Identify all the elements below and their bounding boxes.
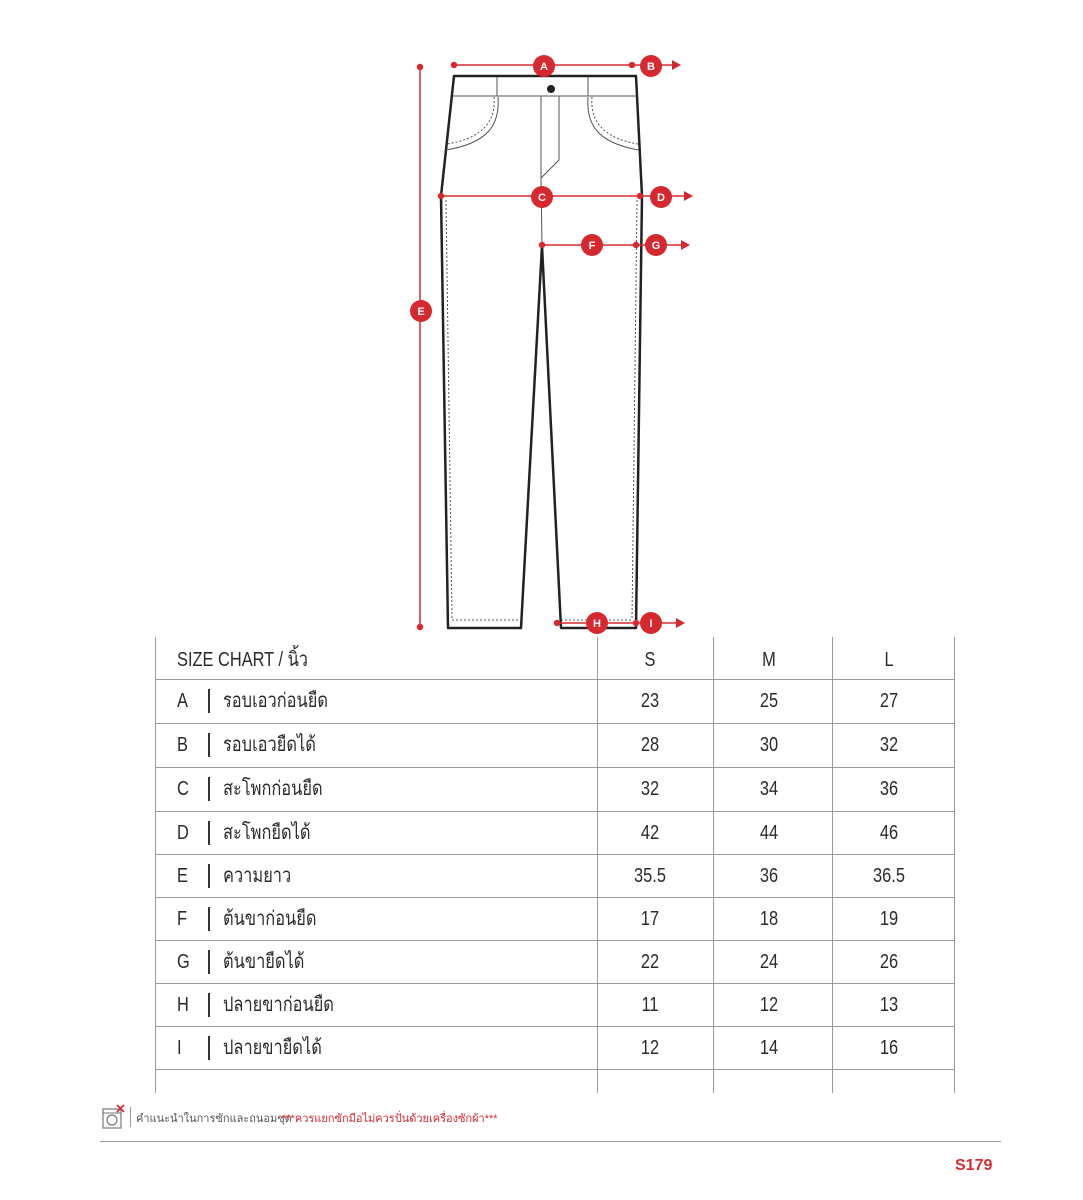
row-value-l: 36 (879, 778, 899, 800)
svg-text:D: D (657, 192, 665, 204)
row-label: ปลายขาก่อนยืด (223, 994, 334, 1016)
care-warning: ***ควรแยกซักมือไม่ควรปั่นด้วยเครื่องซักผ้า*** (282, 1113, 498, 1125)
row-label: ความยาว (223, 865, 292, 887)
row-value-m: 18 (759, 908, 779, 930)
row-value-m: 25 (759, 690, 779, 712)
row-code-separator (208, 950, 210, 974)
row-value-s: 35.5 (634, 865, 666, 887)
row-code-separator (208, 777, 210, 801)
row-code-g: G (177, 951, 190, 973)
size-header-l: L (884, 649, 894, 671)
washing-machine-crossed-icon (100, 1103, 128, 1131)
row-value-m: 24 (759, 951, 779, 973)
row-value-m: 30 (759, 734, 779, 756)
product-code: S179 (955, 1157, 993, 1174)
row-label: สะโพกยืดได้ (223, 822, 311, 844)
row-code-separator (208, 907, 210, 931)
row-code-separator (208, 689, 210, 713)
row-value-m: 12 (759, 994, 779, 1016)
row-label: สะโพกก่อนยืด (223, 778, 323, 800)
marker-a (533, 55, 555, 77)
row-value-l: 26 (879, 951, 899, 973)
size-chart-table (155, 637, 955, 1093)
row-value-m: 34 (759, 778, 779, 800)
row-value-s: 42 (640, 822, 660, 844)
marker-b (640, 55, 662, 77)
footer-divider (100, 1141, 1001, 1142)
row-value-l: 13 (879, 994, 899, 1016)
row-label: ปลายขายืดได้ (223, 1037, 322, 1059)
size-header-m: M (762, 649, 776, 671)
row-code-i: I (177, 1037, 182, 1059)
row-value-s: 28 (640, 734, 660, 756)
care-instructions (100, 1101, 1000, 1131)
button-icon (547, 85, 555, 93)
table-header-label: SIZE CHART / นิ้ว (177, 649, 308, 671)
row-code-d: D (177, 822, 189, 844)
row-code-b: B (177, 734, 188, 756)
row-code-a: A (177, 690, 188, 712)
row-code-separator (208, 864, 210, 888)
row-code-separator (208, 1036, 210, 1060)
marker-c (531, 186, 553, 208)
row-code-c: C (177, 778, 189, 800)
measurement-lines (418, 60, 694, 630)
row-label: รอบเอวยืดได้ (223, 734, 316, 756)
row-value-m: 44 (759, 822, 779, 844)
svg-text:G: G (651, 240, 661, 252)
row-label: รอบเอวก่อนยืด (223, 690, 328, 712)
row-value-s: 17 (640, 908, 660, 930)
row-value-s: 22 (640, 951, 660, 973)
row-code-f: F (177, 908, 188, 930)
row-code-h: H (177, 994, 189, 1016)
marker-e (410, 300, 432, 322)
marker-d (650, 186, 672, 208)
care-note: คำแนะนำในการซักและถนอมชุด (136, 1113, 292, 1125)
row-value-l: 46 (879, 822, 899, 844)
row-label: ต้นขายืดได้ (223, 951, 305, 973)
svg-text:F: F (588, 240, 596, 252)
row-code-e: E (177, 865, 188, 887)
row-code-separator (208, 733, 210, 757)
row-value-l: 27 (879, 690, 899, 712)
care-divider (130, 1107, 131, 1127)
row-value-m: 36 (759, 865, 779, 887)
row-value-m: 14 (759, 1037, 779, 1059)
row-label: ต้นขาก่อนยืด (223, 908, 317, 930)
size-header-s: S (644, 649, 656, 671)
svg-text:C: C (538, 192, 546, 204)
row-code-separator (208, 993, 210, 1017)
marker-f (581, 234, 603, 256)
row-value-s: 11 (641, 994, 659, 1016)
marker-g (645, 234, 667, 256)
svg-text:A: A (540, 61, 548, 73)
svg-text:H: H (593, 618, 601, 630)
row-value-l: 16 (879, 1037, 899, 1059)
row-value-s: 32 (640, 778, 660, 800)
svg-text:E: E (417, 306, 425, 318)
marker-h (586, 612, 608, 634)
pants-details (446, 77, 639, 620)
row-value-l: 32 (879, 734, 899, 756)
row-code-separator (208, 821, 210, 845)
row-value-s: 23 (640, 690, 660, 712)
row-value-s: 12 (640, 1037, 660, 1059)
row-value-l: 36.5 (873, 865, 905, 887)
svg-text:B: B (647, 61, 655, 73)
marker-i (640, 612, 662, 634)
row-value-l: 19 (879, 908, 899, 930)
svg-text:I: I (649, 618, 653, 630)
